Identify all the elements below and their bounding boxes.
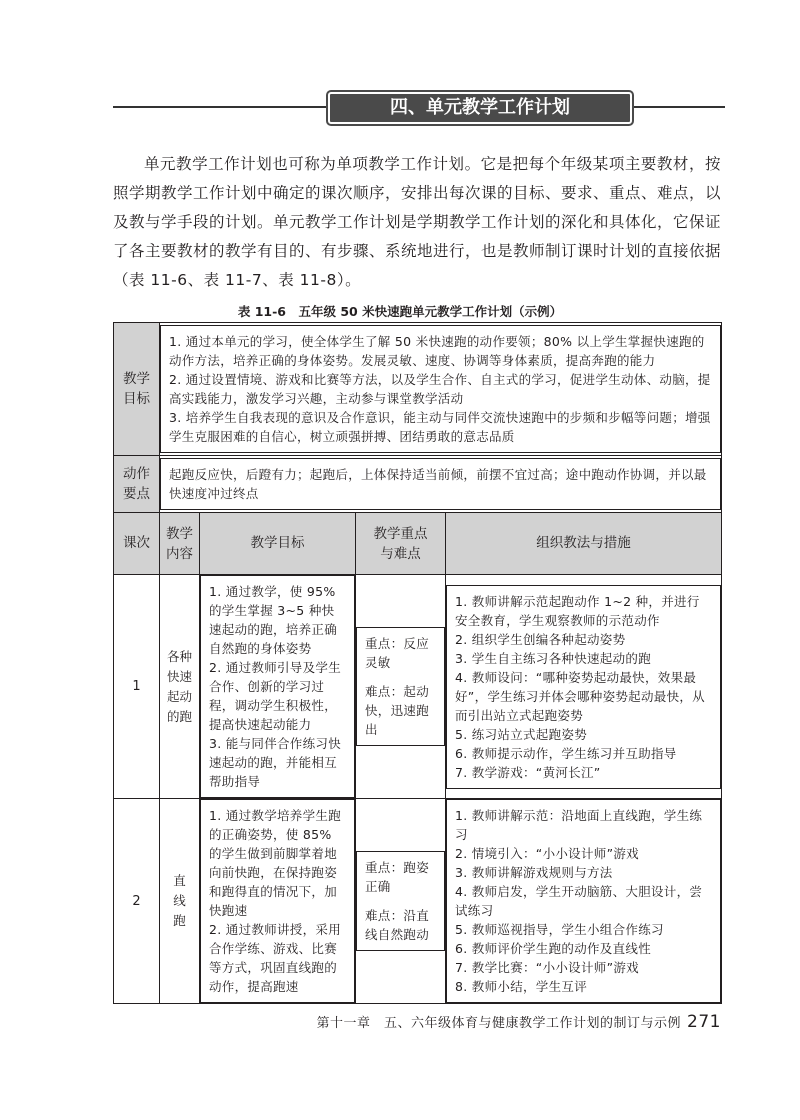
method-item: 6. 教师评价学生跑的动作及直线性 bbox=[455, 941, 652, 956]
method-item: 6. 教师提示动作，学生练习并互助指导 bbox=[455, 745, 677, 761]
key-point: 重点：跑姿正确 bbox=[365, 860, 430, 894]
goals-label-text: 教学目标 bbox=[123, 371, 150, 407]
lesson-content: 各种快速起动的跑 bbox=[160, 575, 200, 799]
method-item: 4. 教师启发，学生开动脑筋、大胆设计，尝试练习 bbox=[455, 884, 703, 918]
objective-item: 1. 通过教学培养学生跑的正确姿势，使 85% 的学生做到前脚掌着地向前快跑，在保持跑姿和跑得直的情况下，加快跑速 bbox=[209, 808, 341, 918]
intro-paragraph: 单元教学工作计划也可称为单项教学工作计划。它是把每个年级某项主要教材，按照学期教学工作计划中确定的课次顺序，安排出每次课的目标、要求、重点、难点，以及教与学手段的计划。单元教学工作计划是学期教学工作计划的深化和具体化，它保证了各主要教材的教学有目的、有步骤、系统地进行，也是教师制订课时计划的直接依据（表 11-6、表 11-7、表 11-8）。 bbox=[113, 155, 722, 289]
table-caption: 表 11-6 五年级 50 米快速跑单元教学工作计划（示例） bbox=[237, 304, 563, 319]
lesson-number: 2 bbox=[114, 799, 160, 1004]
chapter-title: 第十一章 五、六年级体育与健康教学工作计划的制订与示例 bbox=[316, 1016, 682, 1031]
method-item: 1. 教师讲解示范：沿地面上直线跑，学生练习 bbox=[455, 808, 703, 842]
goals-row bbox=[114, 323, 722, 456]
goal-item: 1. 通过本单元的学习，使全体学生了解 50 米快速跑的动作要领；80% 以上学生掌握快速跑的动作方法，培养正确的身体姿势。发展灵敏、速度、协调等身体素质，提高奔跑的能力 bbox=[169, 334, 705, 368]
method-item: 3. 教师讲解游戏规则与方法 bbox=[455, 865, 613, 880]
difficulty: 难点：起动快，迅速跑出 bbox=[365, 684, 430, 737]
method-item: 7. 教学游戏：“黄河长江” bbox=[455, 764, 601, 780]
page-footer bbox=[300, 1012, 721, 1032]
col-objectives: 教学目标 bbox=[200, 513, 356, 575]
essentials-label bbox=[114, 456, 160, 513]
method-item: 7. 教学比赛：“小小设计师”游戏 bbox=[455, 960, 639, 975]
section-heading-bar bbox=[113, 92, 725, 122]
essentials-text: 起跑反应快，后蹬有力；起跑后，上体保持适当前倾，前摆不宜过高；途中跑动作协调，并以最快速度冲过终点 bbox=[160, 458, 721, 510]
lesson-row-1 bbox=[114, 575, 722, 799]
difficulty: 难点：沿直线自然跑动 bbox=[365, 908, 430, 942]
key-point: 重点：反应灵敏 bbox=[365, 636, 430, 670]
objective-item: 1. 通过教学，使 95% 的学生掌握 3~5 种快速起动的跑，培养正确自然跑的身体姿势 bbox=[209, 584, 338, 656]
essentials-label-text: 动作要点 bbox=[123, 466, 150, 502]
lesson-methods bbox=[446, 799, 721, 1003]
lesson-key-points bbox=[356, 627, 445, 746]
method-item: 2. 组织学生创编各种起动姿势 bbox=[455, 631, 626, 647]
essentials-row bbox=[114, 456, 722, 513]
lesson-objectives bbox=[200, 799, 355, 1003]
objective-item: 2. 通过教师讲授，采用合作学练、游戏、比赛等方式，巩固直线跑的动作，提高跑速 bbox=[209, 922, 341, 994]
goals-box bbox=[160, 325, 721, 453]
lesson-key-points bbox=[356, 851, 445, 951]
method-item: 4. 教师设问：“哪种姿势起动最快，效果最好”，学生练习并体会哪种姿势起动最快，从而引出站立式起跑姿势 bbox=[455, 669, 705, 723]
lesson-number: 1 bbox=[114, 575, 160, 799]
method-item: 3. 学生自主练习各种快速起动的跑 bbox=[455, 650, 652, 666]
goal-item: 3. 培养学生自我表现的意识及合作意识，能主动与同伴交流快速跑中的步频和步幅等问题；增强学生克服困难的自信心，树立顽强拼搏、团结勇敢的意志品质 bbox=[169, 410, 711, 444]
section-heading: 四、单元教学工作计划 bbox=[328, 92, 632, 124]
method-item: 5. 教师巡视指导，学生小组合作练习 bbox=[455, 922, 664, 937]
method-item: 2. 情境引入：“小小设计师”游戏 bbox=[455, 846, 639, 861]
method-item: 1. 教师讲解示范起跑动作 1~2 种，并进行安全教育，学生观察教师的示范动作 bbox=[455, 593, 700, 628]
lesson-objectives bbox=[200, 575, 355, 798]
method-item: 5. 练习站立式起跑姿势 bbox=[455, 726, 587, 742]
col-content: 教学内容 bbox=[160, 513, 200, 575]
objective-item: 3. 能与同伴合作练习快速起动的跑，并能相互帮助指导 bbox=[209, 736, 341, 789]
lesson-row-2 bbox=[114, 799, 722, 1004]
goals-label bbox=[114, 323, 160, 456]
lesson-methods bbox=[446, 585, 721, 789]
col-methods: 组织教法与措施 bbox=[446, 513, 722, 575]
col-lesson: 课次 bbox=[114, 513, 160, 575]
unit-plan-table bbox=[113, 322, 722, 1004]
lesson-content: 直线跑 bbox=[160, 799, 200, 1004]
page-number: 271 bbox=[687, 1012, 721, 1032]
method-item: 8. 教师小结，学生互评 bbox=[455, 979, 587, 994]
column-header-row bbox=[114, 513, 722, 575]
col-key-points: 教学重点与难点 bbox=[356, 513, 446, 575]
goal-item: 2. 通过设置情境、游戏和比赛等方法，以及学生合作、自主式的学习，促进学生动体、动脑，提高实践能力，激发学习兴趣，主动参与课堂教学活动 bbox=[169, 372, 711, 406]
objective-item: 2. 通过教师引导及学生合作、创新的学习过程，调动学生积极性，提高快速起动能力 bbox=[209, 660, 341, 732]
